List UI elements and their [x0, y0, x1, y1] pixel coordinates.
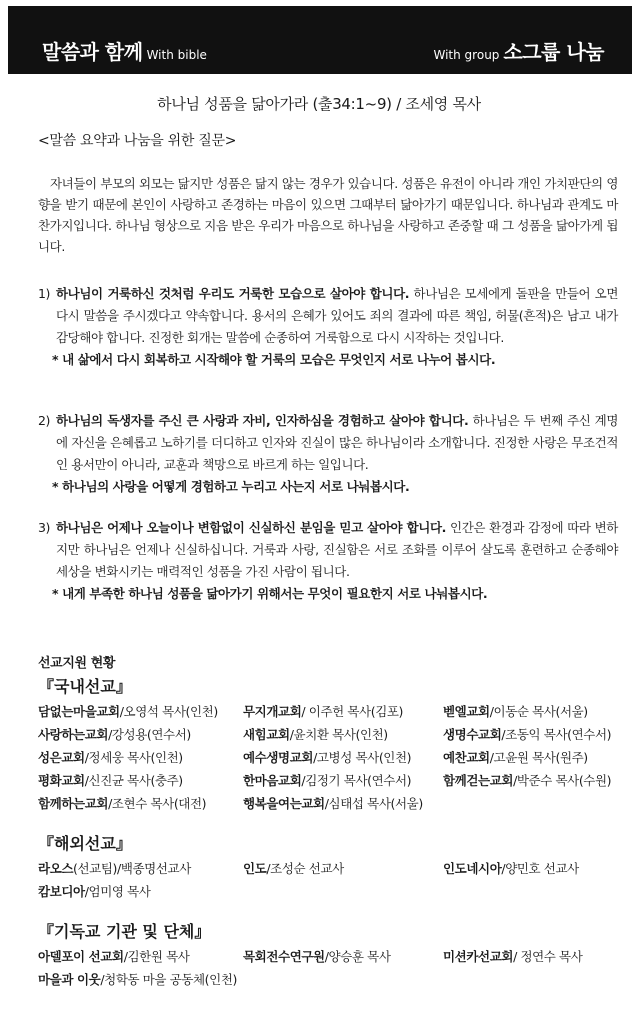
- mission-entry-name: 무지개교회: [243, 704, 302, 719]
- mission-entry-detail: /양민호 선교사: [501, 861, 579, 876]
- mission-entry: [38, 772, 243, 790]
- question-number: 3): [38, 520, 51, 535]
- mission-entry: [38, 703, 243, 721]
- question-1: [38, 283, 618, 371]
- intro-paragraph: 자녀들이 부모의 외모는 닮지만 성품은 닮지 않는 경우가 있습니다. 성품은 유전이 아니라 개인 가치판단의 영향을 받기 때문에 본인이 사랑하고 존경하는 마음이 있으면 그때부터 닮아가기 때문입니다. 하나님과 관계도 마찬가지입니다. 하나님 형상으로 지음 받은 우리가 마음으로 하나님을 사랑하고 존중할 때 그 성품을 닮아가게 됩니다.: [38, 176, 618, 254]
- mission-entry-detail: /조성순 선교사: [266, 861, 344, 876]
- mission-entry-name: 마을과 이웃: [38, 972, 101, 987]
- section-subtitle: <말씀 요약과 나눔을 위한 질문>: [38, 133, 237, 149]
- mission-entry-detail: /고병성 목사(인천): [313, 750, 412, 765]
- mission-entry: [243, 860, 443, 878]
- mission-entry-detail: /김정기 목사(연수서): [301, 773, 412, 788]
- mission-entry: [443, 749, 628, 767]
- mission-entry-name: 사랑하는교회: [38, 727, 109, 742]
- mission-entry-detail: (선교팀)/백종명선교사: [73, 861, 191, 876]
- question-prompt: * 내 삶에서 다시 회복하고 시작해야 할 거룩의 모습은 무엇인지 서로 나누어 봅시다.: [52, 352, 496, 367]
- mission-entry: [38, 726, 243, 744]
- mission-entry-name: 라오스: [38, 861, 74, 876]
- header-left: [42, 36, 211, 65]
- header-bar: [8, 6, 632, 74]
- mission-entry: [243, 795, 443, 813]
- header-right-sub: With group: [433, 48, 500, 62]
- mission-entry: [38, 795, 243, 813]
- mission-entry: [38, 883, 243, 901]
- mission-entry-detail: /신진균 목사(충주): [84, 773, 183, 788]
- mission-entry-detail: /윤치환 목사(인천): [289, 727, 388, 742]
- question-prompt: * 하나님의 사랑을 어떻게 경험하고 누리고 사는지 서로 나눠봅시다.: [52, 479, 410, 494]
- overseas-mission-title: 『해외선교』: [38, 834, 132, 853]
- mission-entry: [443, 860, 628, 878]
- mission-support-section: [38, 652, 628, 989]
- sermon-title: 하나님 성품을 닮아가라 (출34:1~9) / 조세영 목사: [157, 95, 481, 113]
- mission-entry: [243, 772, 443, 790]
- mission-entry: [38, 971, 243, 989]
- mission-entry-detail: / 이주헌 목사(김포): [301, 704, 404, 719]
- mission-entry-name: 인도: [243, 861, 267, 876]
- header-left-sub: With bible: [146, 48, 207, 62]
- mission-entry: [243, 749, 443, 767]
- mission-entry-name: 인도네시아: [443, 861, 502, 876]
- header-right-title: 소그룹 나눔: [503, 40, 604, 64]
- mission-entry-detail: /김한원 목사: [123, 949, 190, 964]
- mission-entry-name: 새힘교회: [243, 727, 290, 742]
- mission-entry-detail: /심태섭 목사(서울): [324, 796, 423, 811]
- mission-entry-name: 행복을여는교회: [243, 796, 325, 811]
- mission-entry: [443, 948, 628, 966]
- mission-entry-detail: /이동순 목사(서울): [489, 704, 588, 719]
- mission-entry: [38, 749, 243, 767]
- question-number: 1): [38, 286, 51, 301]
- question-bold: 하나님이 거룩하신 것처럼 우리도 거룩한 모습으로 살아야 합니다.: [56, 286, 410, 301]
- mission-entry-name: 함께하는교회: [38, 796, 109, 811]
- mission-entry: [443, 772, 628, 790]
- mission-entry-detail: /엄미영 목사: [84, 884, 151, 899]
- mission-entry: [243, 948, 443, 966]
- mission-entry-name: 평화교회: [38, 773, 85, 788]
- mission-entry: [38, 948, 243, 966]
- mission-entry: [443, 726, 628, 744]
- mission-entry: [243, 726, 443, 744]
- mission-entry-detail: / 정연수 목사: [513, 949, 583, 964]
- orgs-mission-list: [38, 948, 628, 989]
- question-text: 인간은 환경과 감정에 따라 변하지만 하나님은 언제나 신실하십니다. 거룩과 사랑, 진실함은 서로 조화를 이루어 살도록 훈련하고 순종해야 세상을 변화시키는 매력적인 성품을 가진 사람이 됩니다.: [56, 520, 618, 579]
- mission-entry-detail: /양승훈 목사: [324, 949, 391, 964]
- mission-entry-name: 예찬교회: [443, 750, 490, 765]
- question-bold: 하나님의 독생자를 주신 큰 사랑과 자비, 인자하심을 경험하고 살아야 합니다.: [56, 413, 469, 428]
- overseas-mission-list: [38, 860, 628, 901]
- orgs-mission-title: 『기독교 기관 및 단체』: [38, 922, 211, 941]
- mission-entry-detail: /오영석 목사(인천): [119, 704, 218, 719]
- mission-entry-name: 목회전수연구원: [243, 949, 325, 964]
- mission-entry-detail: /박준수 목사(수원): [513, 773, 612, 788]
- mission-entry-name: 성은교회: [38, 750, 85, 765]
- header-right: [430, 36, 605, 65]
- mission-entry-detail: /고윤원 목사(원주): [489, 750, 588, 765]
- mission-entry-name: 예수생명교회: [243, 750, 314, 765]
- question-prompt: * 내게 부족한 하나님 성품을 닮아가기 위해서는 무엇이 필요한지 서로 나눠봅시다.: [52, 586, 488, 601]
- mission-entry-name: 아델포이 선교회: [38, 949, 124, 964]
- mission-entry-name: 한마음교회: [243, 773, 302, 788]
- mission-entry-detail: /청학동 마을 공동체(인천): [100, 972, 237, 987]
- mission-entry-detail: /조동익 목사(연수서): [501, 727, 612, 742]
- domestic-mission-title: 『국내선교』: [38, 677, 132, 696]
- question-text: 하나님은 두 번째 주신 계명에 자신을 은혜롭고 노하기를 더디하고 인자와 진실이 많은 하나님이라 소개합니다. 진정한 사랑은 무조건적인 용서만이 아니라, 교훈과 책망으로 바르게 하는 일입니다.: [56, 413, 619, 472]
- mission-entry-detail: /조현수 목사(대전): [108, 796, 207, 811]
- mission-entry-detail: /정세웅 목사(인천): [84, 750, 183, 765]
- mission-entry-name: 담없는마을교회: [38, 704, 120, 719]
- mission-entry-name: 캄보디아: [38, 884, 85, 899]
- mission-entry-name: 벧엘교회: [443, 704, 490, 719]
- mission-entry-detail: /강성용(연수서): [108, 727, 191, 742]
- mission-entry: [443, 703, 628, 721]
- question-number: 2): [38, 413, 51, 428]
- header-left-title: 말씀과 함께: [42, 40, 143, 64]
- mission-entry-name: 함께걷는교회: [443, 773, 514, 788]
- mission-entry-name: 생명수교회: [443, 727, 502, 742]
- question-3: [38, 517, 618, 605]
- mission-entry-name: 미션카선교회: [443, 949, 514, 964]
- question-2: [38, 410, 618, 498]
- mission-entry: [38, 860, 243, 878]
- mission-entry: [243, 703, 443, 721]
- domestic-mission-list: [38, 703, 628, 813]
- question-text: 하나님은 모세에게 돌판을 만들어 오면 다시 말씀을 주시겠다고 약속합니다. 용서의 은혜가 있어도 죄의 결과에 따른 책임, 허물(흔적)은 남고 내가 감당해야 합니다. 진정한 회개는 말씀에 순종하여 거룩함으로 다시 시작하는 것입니다.: [56, 286, 618, 345]
- question-bold: 하나님은 어제나 오늘이나 변함없이 신실하신 분임을 믿고 살아야 합니다.: [56, 520, 446, 535]
- mission-heading: 선교지원 현황: [38, 656, 116, 671]
